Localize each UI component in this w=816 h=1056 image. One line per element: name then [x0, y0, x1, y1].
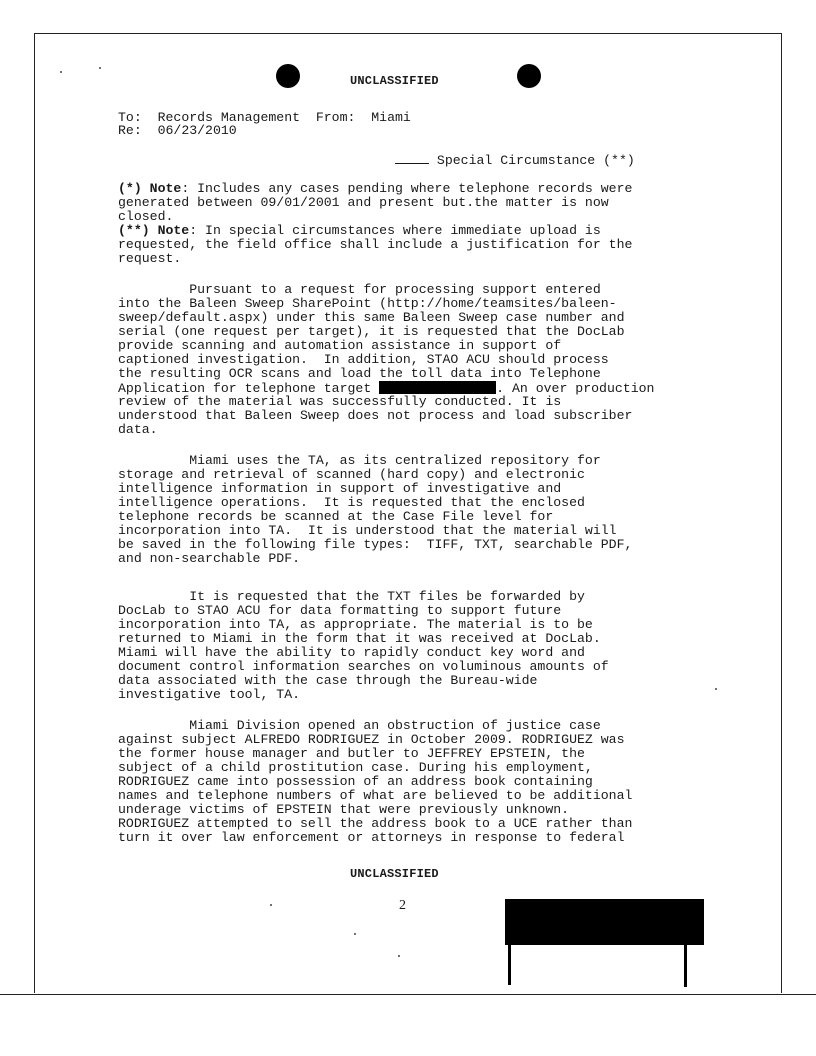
note-2-line-1: (**) Note: In special circumstances where immediate upload is [118, 223, 601, 238]
redaction-bracket-left [508, 945, 511, 985]
para-4-line: against subject ALFREDO RODRIGUEZ in October 2009. RODRIGUEZ was [118, 732, 625, 747]
note-1-line-1: (*) Note: Includes any cases pending where telephone records were [118, 181, 633, 196]
punch-hole-right [517, 64, 541, 88]
para-2-line: and non-searchable PDF. [118, 551, 301, 566]
para-1-line: Pursuant to a request for processing support entered [118, 282, 601, 297]
para-3-line: It is requested that the TXT files be forwarded by [118, 589, 585, 604]
para-4-line: subject of a child prostitution case. During his employment, [118, 760, 593, 775]
para-1-line: into the Baleen Sweep SharePoint (http://home/teamsites/baleen- [118, 296, 617, 311]
para-3-line: document control information searches on voluminous amounts of [118, 659, 609, 674]
note-1-line-3: closed. [118, 209, 174, 224]
to-label: To: [118, 110, 142, 125]
para-4-line: Miami Division opened an obstruction of justice case [118, 718, 601, 733]
scan-speck [60, 71, 62, 73]
para-3-line: incorporation into TA, as appropriate. The material is to be [118, 617, 593, 632]
para-4-line: underage victims of EPSTEIN that were previously unknown. [118, 802, 570, 817]
special-circumstance-label: Special Circumstance (**) [436, 153, 635, 168]
note-2-marker: (**) Note [118, 223, 190, 238]
page-number: 2 [399, 898, 407, 913]
para-1-line: serial (one request per target), it is requested that the DocLab [118, 324, 625, 339]
note-2-line-3: request. [118, 251, 182, 266]
para-1-line: captioned investigation. In addition, STAO ACU should process [118, 352, 609, 367]
para-1-line: understood that Baleen Sweep does not process and load subscriber [118, 408, 633, 423]
para-1-line: review of the material was successfully conducted. It is [118, 394, 562, 409]
para-4-line: turn it over law enforcement or attorneys in response to federal [118, 830, 625, 845]
note-1-line-2: generated between 09/01/2001 and present but.the matter is now [118, 195, 609, 210]
re-label: Re: [118, 123, 142, 138]
para-3-line: DocLab to STAO ACU for data formatting to support future [118, 603, 562, 618]
para-3-line: data associated with the case through the Bureau-wide [118, 673, 538, 688]
from-label: From: [315, 110, 356, 125]
para-3-line: Miami will have the ability to rapidly conduct key word and [118, 645, 585, 660]
para-1-line: data. [118, 422, 158, 437]
redaction-block [505, 899, 704, 945]
para-4-line: names and telephone numbers of what are believed to be additional [118, 788, 633, 803]
scan-speck [398, 955, 400, 957]
para-1-line: the resulting OCR scans and load the toll data into Telephone [118, 366, 601, 381]
checkbox-blank [395, 153, 429, 164]
note-2-line-2: requested, the field office shall include a justification for the [118, 237, 633, 252]
redaction-box [379, 381, 496, 394]
para-1-line: sweep/default.aspx) under this same Baleen Sweep case number and [118, 310, 625, 325]
para-2-line: be saved in the following file types: TIFF, TXT, searchable PDF, [118, 537, 633, 552]
para-2-line: intelligence operations. It is requested that the enclosed [118, 495, 585, 510]
para-2-line: intelligence information in support of investigative and [118, 481, 562, 496]
para-1-line: provide scanning and automation assistance in support of [118, 338, 562, 353]
punch-hole-left [276, 64, 300, 88]
para-3-line: returned to Miami in the form that it was received at DocLab. [118, 631, 601, 646]
header-classification: UNCLASSIFIED [350, 74, 439, 88]
to-value: Records Management [157, 110, 301, 125]
scan-speck [715, 688, 717, 690]
memo-re-line [118, 124, 237, 138]
scan-speck [270, 904, 272, 906]
para-2-line: Miami uses the TA, as its centralized repository for [118, 453, 601, 468]
footer-classification: UNCLASSIFIED [350, 867, 439, 881]
special-circumstance-line [395, 153, 635, 168]
re-value: 06/23/2010 [157, 123, 237, 138]
note-1-marker: (*) Note [118, 181, 182, 196]
scan-bottom-border [0, 994, 816, 995]
scan-right-border [781, 33, 782, 993]
para-4-line: RODRIGUEZ attempted to sell the address book to a UCE rather than [118, 816, 633, 831]
scan-speck [99, 67, 101, 69]
from-value: Miami [371, 110, 411, 125]
para-4-line: RODRIGUEZ came into possession of an address book containing [118, 774, 593, 789]
para-4-line: the former house manager and butler to JEFFREY EPSTEIN, the [118, 746, 585, 761]
para-1-line-redacted: Application for telephone target . An over production [118, 381, 655, 396]
para-2-line: incorporation into TA. It is understood that the material will [118, 523, 617, 538]
redaction-bracket-right [684, 945, 687, 987]
para-2-line: telephone records be scanned at the Case File level for [118, 509, 554, 524]
scan-top-border [34, 33, 782, 34]
scan-left-border [34, 33, 35, 993]
para-3-line: investigative tool, TA. [118, 687, 301, 702]
para-2-line: storage and retrieval of scanned (hard copy) and electronic [118, 467, 585, 482]
scan-speck [354, 933, 356, 935]
